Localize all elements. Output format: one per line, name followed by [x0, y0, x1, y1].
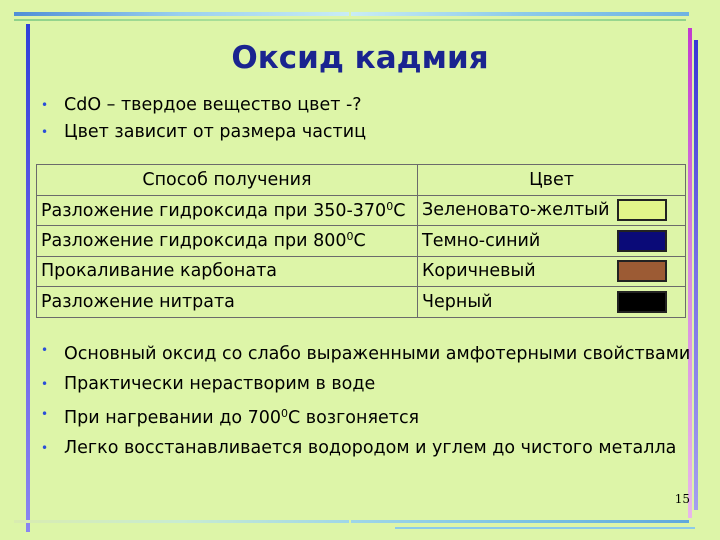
preparation-methods-table [36, 164, 686, 318]
color-name: Черный [422, 291, 493, 312]
decor-bar-top [351, 12, 689, 16]
bullet-item [38, 92, 366, 119]
degree-sup: 0 [281, 407, 288, 420]
color-swatch [617, 291, 667, 313]
method-text: Прокаливание карбоната [41, 261, 277, 282]
table-row [37, 256, 686, 287]
bullet-dot-icon: • [41, 441, 49, 455]
table-header-row [37, 165, 686, 196]
method-text: Разложение гидроксида при 350-370 [41, 200, 387, 221]
color-swatch [617, 260, 667, 282]
color-cell [418, 195, 686, 226]
color-name: Коричневый [422, 261, 536, 282]
bullet-item [38, 399, 698, 433]
bullet-item [38, 369, 698, 399]
method-text: Разложение нитрата [41, 291, 235, 312]
table-row [37, 287, 686, 318]
method-text: Разложение гидроксида при 800 [41, 231, 347, 252]
decor-bar-top [14, 19, 686, 21]
bullet-dot-icon: • [41, 125, 49, 139]
slide-title: Оксид кадмия [231, 40, 489, 76]
bullet-text-end: С возгоняется [288, 408, 420, 428]
bullet-text: CdO – твердое вещество цвет -? [64, 95, 362, 115]
header-color: Цвет [418, 165, 686, 196]
bullet-item [38, 339, 698, 369]
degree-sup: 0 [386, 199, 394, 213]
color-cell [418, 287, 686, 318]
bullet-dot-icon: • [41, 343, 49, 357]
method-cell [37, 226, 418, 257]
degree-sup: 0 [346, 230, 354, 244]
slide-number: 15 [674, 492, 690, 506]
header-method: Способ получения [37, 165, 418, 196]
method-cell [37, 287, 418, 318]
bullet-dot-icon: • [41, 407, 49, 421]
decor-bar-bottom [351, 520, 689, 523]
decor-bar-bottom [14, 520, 349, 523]
method-cell [37, 195, 418, 226]
color-swatch [617, 230, 667, 252]
color-cell [418, 256, 686, 287]
table-row [37, 195, 686, 226]
bullet-text: Практически нерастворим в воде [64, 374, 376, 394]
intro-bullet-list [38, 92, 366, 146]
decor-bar-top [14, 12, 349, 16]
decor-bar-left [26, 24, 30, 532]
bullet-text: Цвет зависит от размера частиц [64, 122, 367, 142]
properties-bullet-list [38, 339, 698, 463]
method-unit: С [353, 231, 366, 252]
table-row [37, 226, 686, 257]
bullet-item [38, 119, 366, 146]
bullet-dot-icon: • [41, 377, 49, 391]
color-name: Темно-синий [422, 230, 541, 251]
decor-bar-bottom [395, 527, 695, 529]
bullet-dot-icon: • [41, 98, 49, 112]
bullet-text: Легко восстанавливается водородом и углем до чистого металла [64, 438, 677, 458]
color-swatch [617, 199, 667, 221]
bullet-text: При нагревании до 700 [64, 408, 281, 428]
bullet-text: Основный оксид со слабо выраженными амфотерными свойствами [64, 344, 691, 364]
bullet-item [38, 433, 698, 463]
method-unit: С [393, 200, 406, 221]
color-cell [418, 226, 686, 257]
method-cell [37, 256, 418, 287]
color-name: Зеленовато-желтый [422, 200, 610, 221]
